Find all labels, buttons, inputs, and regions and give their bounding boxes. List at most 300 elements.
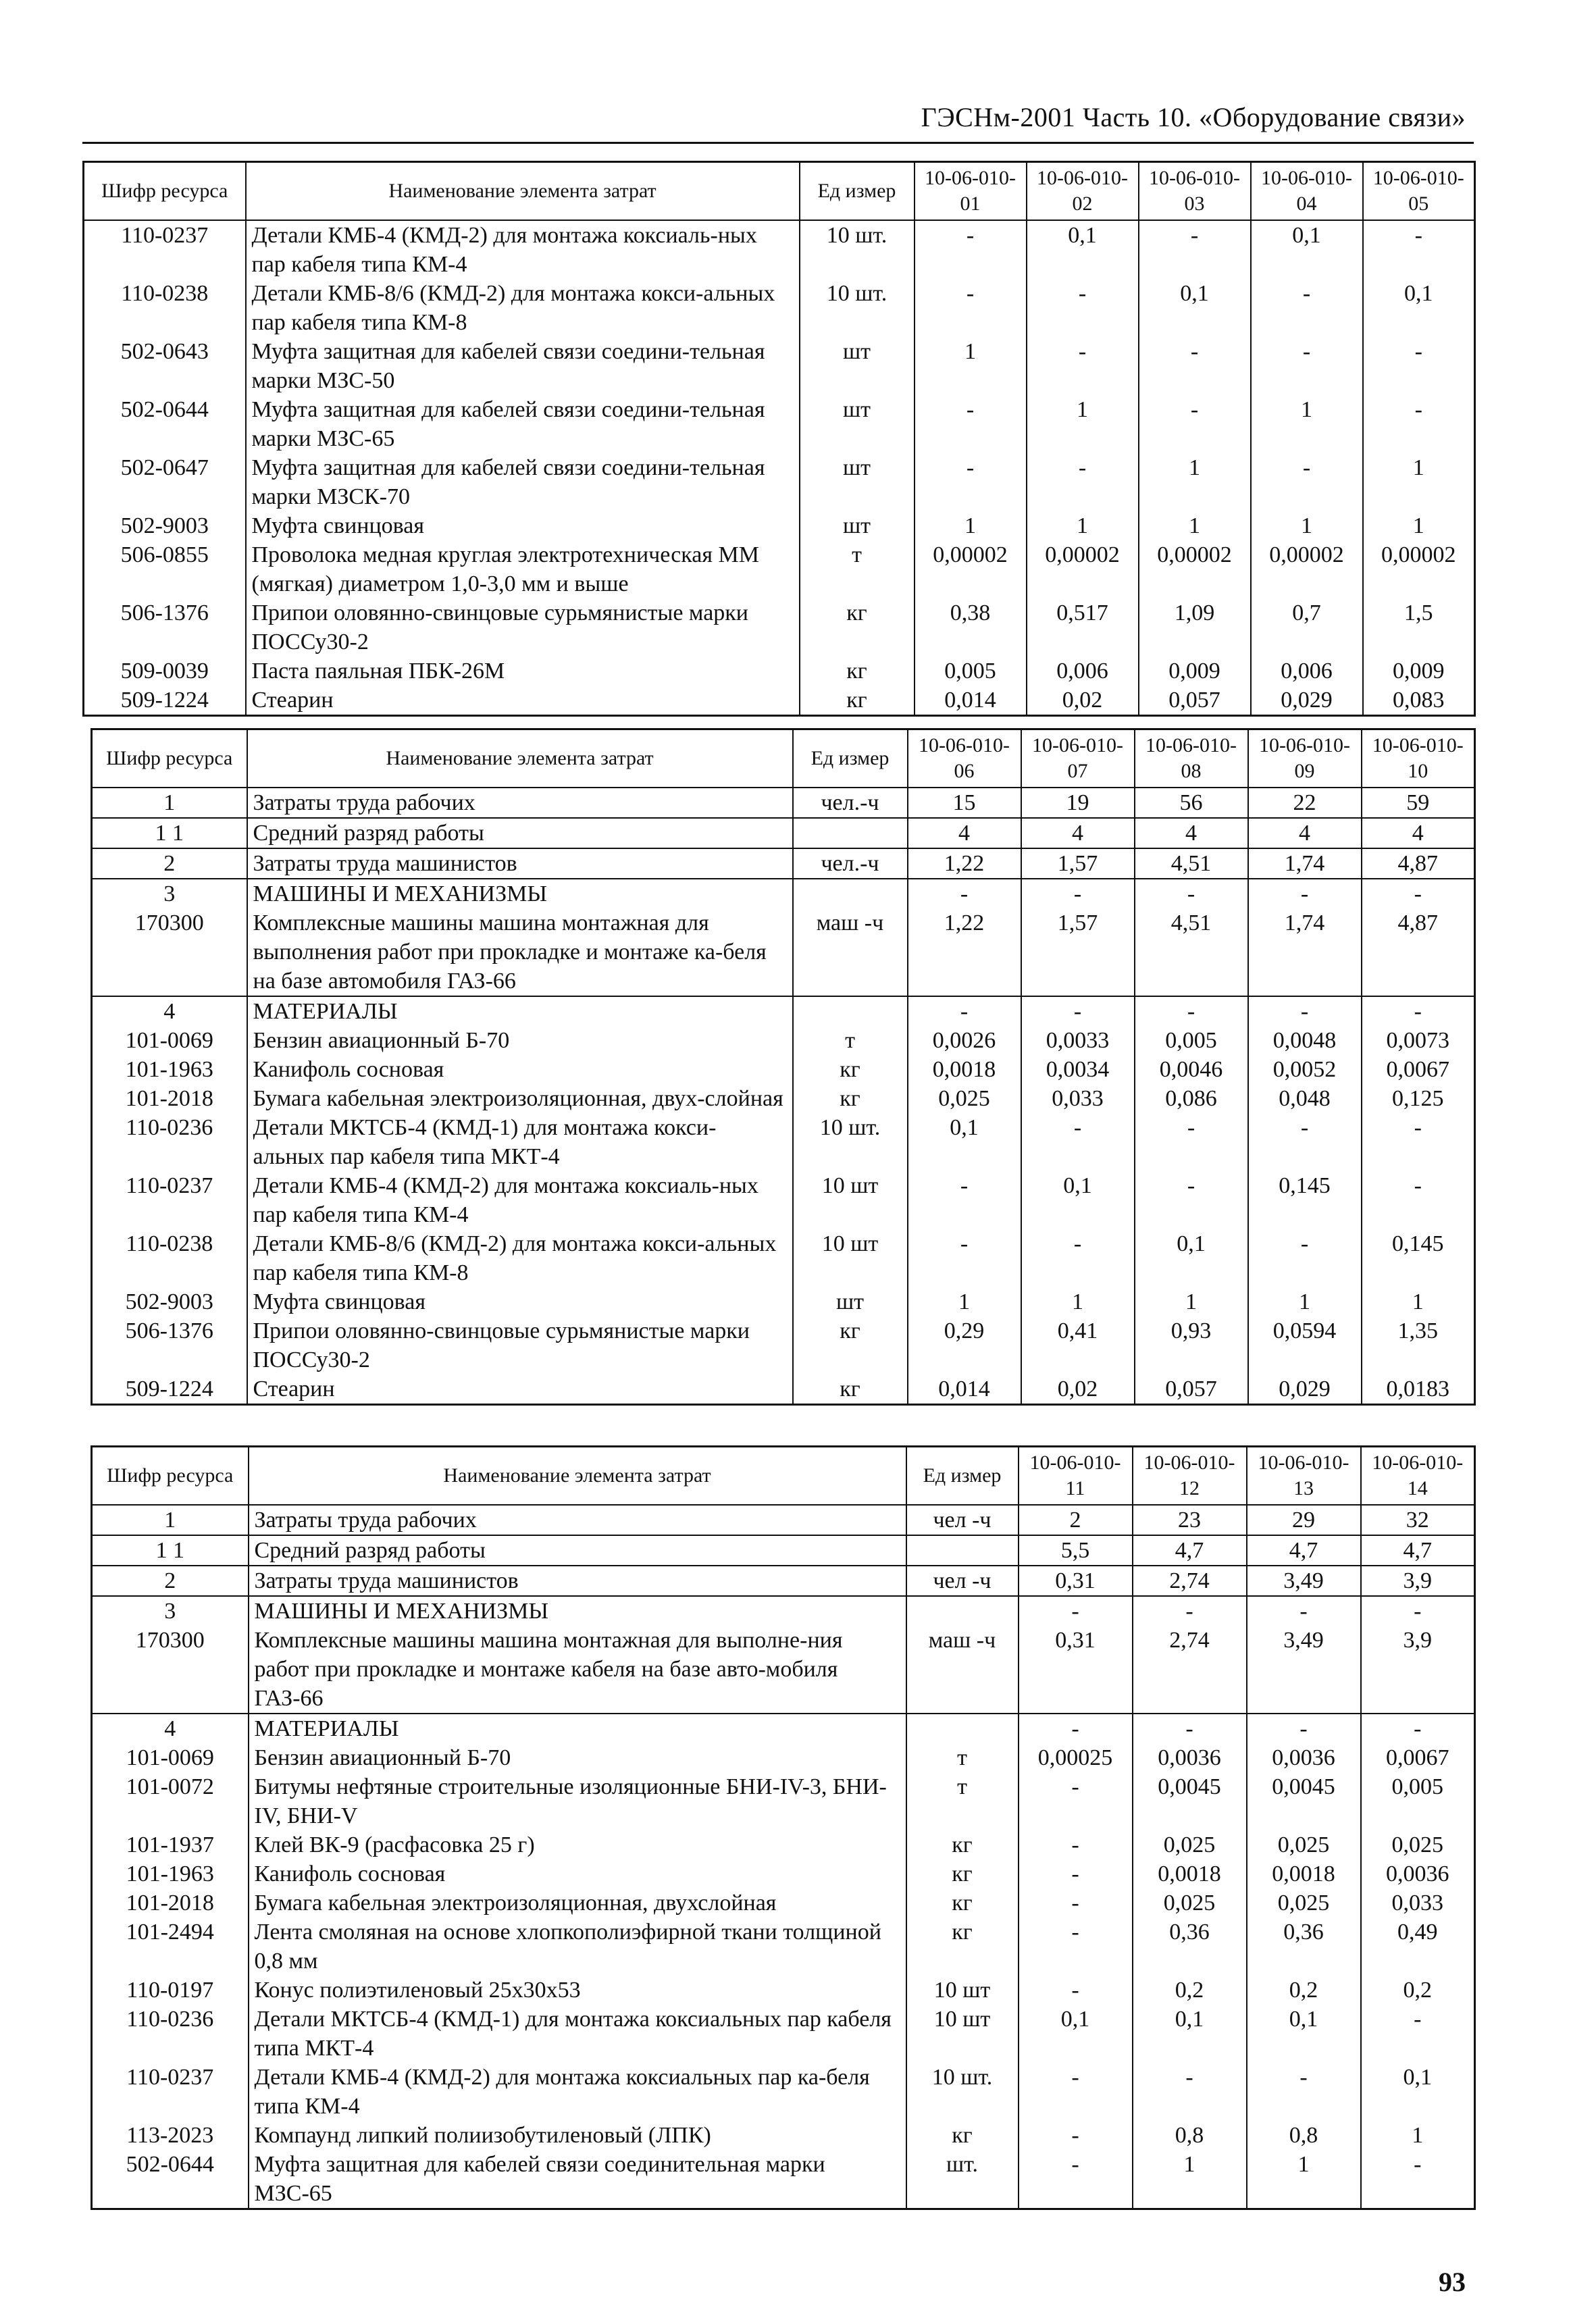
norm-value-cell: - xyxy=(1019,1918,1133,1976)
resource-code-cell: 1 xyxy=(92,788,247,818)
unit-cell: чел.-ч xyxy=(793,848,908,879)
resource-name-cell: Детали МКТСБ-4 (КМД-1) для монтажа кокси-альных пар кабеля типа МКТ-4 xyxy=(247,1113,793,1171)
norm-value-cell: 1,57 xyxy=(1021,908,1135,996)
table-row xyxy=(92,1714,1475,1743)
unit-cell xyxy=(793,879,908,908)
norm-value-cell: 1 xyxy=(1139,453,1251,511)
table-row xyxy=(92,1566,1475,1596)
table-row xyxy=(84,395,1475,453)
unit-cell: чел.-ч xyxy=(793,788,908,818)
resource-code-cell: 101-2494 xyxy=(92,1918,249,1976)
norm-value-cell: 1 xyxy=(915,511,1027,540)
resource-name-cell: Детали КМБ-4 (КМД-2) для монтажа коксиаль-ных пар кабеля типа КМ-4 xyxy=(247,1171,793,1229)
table-row xyxy=(92,1084,1475,1113)
resource-code-cell: 101-0069 xyxy=(92,1026,247,1055)
table-row xyxy=(92,1535,1475,1566)
norm-value-cell: 29 xyxy=(1247,1505,1361,1535)
unit-cell: кг xyxy=(793,1316,908,1374)
column-header-norm: 10-06-010-10 xyxy=(1362,729,1475,788)
table-row xyxy=(92,1743,1475,1772)
page-number: 93 xyxy=(1439,2267,1466,2297)
unit-cell: шт xyxy=(800,511,915,540)
table-row xyxy=(92,1287,1475,1316)
resource-code-cell: 110-0238 xyxy=(84,279,246,337)
column-header-code: Шифр ресурса xyxy=(84,162,246,221)
norm-value-cell: 0,083 xyxy=(1363,686,1475,716)
resource-name-cell: Бензин авиационный Б-70 xyxy=(247,1026,793,1055)
norm-value-cell: 0,1 xyxy=(1021,1171,1135,1229)
unit-cell: кг xyxy=(906,1918,1019,1976)
norm-value-cell: 0,009 xyxy=(1139,657,1251,686)
column-header-norm: 10-06-010-09 xyxy=(1248,729,1362,788)
resource-code-cell: 101-0069 xyxy=(92,1743,249,1772)
norm-value-cell: 0,36 xyxy=(1247,1918,1361,1976)
norm-value-cell: 1 xyxy=(1247,2150,1361,2209)
norm-value-cell: 0,7 xyxy=(1251,598,1363,657)
norm-value-cell: - xyxy=(1019,2121,1133,2150)
unit-cell: шт xyxy=(793,1287,908,1316)
norm-value-cell: 4 xyxy=(1021,818,1135,848)
norm-value-cell: - xyxy=(915,453,1027,511)
norm-value-cell: 0,00002 xyxy=(1027,540,1139,598)
norm-value-cell: 0,025 xyxy=(1247,1888,1361,1918)
unit-cell: кг xyxy=(906,1859,1019,1888)
norm-value-cell: 59 xyxy=(1362,788,1475,818)
resource-name-cell: Муфта защитная для кабелей связи соединительная марки МЗС-65 xyxy=(249,2150,906,2209)
norm-value-cell: 0,0018 xyxy=(1247,1859,1361,1888)
resource-name-cell: Лента смоляная на основе хлопкополиэфирной ткани толщиной 0,8 мм xyxy=(249,1918,906,1976)
norm-value-cell: 2 xyxy=(1019,1505,1133,1535)
table-row xyxy=(92,2005,1475,2063)
norm-value-cell: - xyxy=(1361,2150,1475,2209)
norm-value-cell: - xyxy=(1135,879,1248,908)
unit-cell: т xyxy=(906,1772,1019,1830)
resource-name-cell: Средний разряд работы xyxy=(249,1535,906,1566)
resource-code-cell: 2 xyxy=(92,848,247,879)
norm-value-cell: - xyxy=(1135,996,1248,1026)
resource-name-cell: МАШИНЫ И МЕХАНИЗМЫ xyxy=(247,879,793,908)
resource-name-cell: МАТЕРИАЛЫ xyxy=(249,1714,906,1743)
table-row xyxy=(92,1626,1475,1714)
norm-value-cell: 0,033 xyxy=(1361,1888,1475,1918)
table-row xyxy=(92,1596,1475,1626)
resource-code-cell: 3 xyxy=(92,1596,249,1626)
norm-value-cell: - xyxy=(1019,2150,1133,2209)
norm-value-cell: 0,1 xyxy=(1027,220,1139,279)
resource-name-cell: Муфта защитная для кабелей связи соедини-тельная марки МЗС-65 xyxy=(246,395,800,453)
resource-code-cell: 110-0237 xyxy=(84,220,246,279)
norm-value-cell: 1 xyxy=(1251,395,1363,453)
resource-code-cell: 110-0238 xyxy=(92,1229,247,1287)
resource-code-cell: 110-0236 xyxy=(92,1113,247,1171)
norm-value-cell: 0,1 xyxy=(908,1113,1021,1171)
norm-value-cell: 0,025 xyxy=(1133,1888,1247,1918)
resource-code-cell: 502-9003 xyxy=(92,1287,247,1316)
resource-code-cell: 110-0236 xyxy=(92,2005,249,2063)
norm-value-cell: - xyxy=(915,220,1027,279)
norm-value-cell: - xyxy=(915,395,1027,453)
norm-value-cell: 1,09 xyxy=(1139,598,1251,657)
resource-code-cell: 502-0647 xyxy=(84,453,246,511)
norm-value-cell: 0,38 xyxy=(915,598,1027,657)
resource-name-cell: Комплексные машины машина монтажная для выполне-ния работ при прокладке и монтаже кабеля на базе авто-мобиля ГАЗ-66 xyxy=(249,1626,906,1714)
norm-value-cell: 0,025 xyxy=(1361,1830,1475,1859)
unit-cell: кг xyxy=(793,1374,908,1405)
table-row xyxy=(84,279,1475,337)
norm-value-cell: 3,9 xyxy=(1361,1626,1475,1714)
unit-cell: 10 шт xyxy=(793,1229,908,1287)
column-header-norm: 10-06-010-01 xyxy=(915,162,1027,221)
norm-value-cell: - xyxy=(1019,1888,1133,1918)
norm-value-cell: - xyxy=(1139,220,1251,279)
resource-code-cell: 509-1224 xyxy=(92,1374,247,1405)
column-header-norm: 10-06-010-12 xyxy=(1133,1447,1247,1506)
norm-value-cell: 1 xyxy=(1248,1287,1362,1316)
resource-name-cell: Бумага кабельная электроизоляционная, двух-слойная xyxy=(247,1084,793,1113)
resource-name-cell: Затраты труда рабочих xyxy=(247,788,793,818)
resource-name-cell: МАШИНЫ И МЕХАНИЗМЫ xyxy=(249,1596,906,1626)
column-header-norm: 10-06-010-13 xyxy=(1247,1447,1361,1506)
norm-value-cell: 4,51 xyxy=(1135,908,1248,996)
unit-cell: т xyxy=(793,1026,908,1055)
resource-code-cell: 1 xyxy=(92,1505,249,1535)
unit-cell xyxy=(793,996,908,1026)
norm-value-cell: 22 xyxy=(1248,788,1362,818)
table-row xyxy=(84,540,1475,598)
norm-value-cell: 0,1 xyxy=(1133,2005,1247,2063)
norm-value-cell: 0,057 xyxy=(1135,1374,1248,1405)
resource-name-cell: Проволока медная круглая электротехническая ММ (мягкая) диаметром 1,0-3,0 мм и выше xyxy=(246,540,800,598)
norm-value-cell: - xyxy=(1133,2063,1247,2121)
norm-value-cell: 4 xyxy=(1135,818,1248,848)
norm-value-cell: - xyxy=(1362,996,1475,1026)
norm-value-cell: 0,0036 xyxy=(1247,1743,1361,1772)
unit-cell: 10 шт. xyxy=(793,1113,908,1171)
norm-value-cell: - xyxy=(1362,879,1475,908)
norm-value-cell: 0,029 xyxy=(1248,1374,1362,1405)
table-row xyxy=(84,511,1475,540)
unit-cell xyxy=(793,818,908,848)
table-row xyxy=(92,996,1475,1026)
norm-value-cell: 0,8 xyxy=(1247,2121,1361,2150)
norm-value-cell: 0,0594 xyxy=(1248,1316,1362,1374)
norm-value-cell: 1 xyxy=(1139,511,1251,540)
table-row xyxy=(92,1229,1475,1287)
resource-code-cell: 502-0644 xyxy=(84,395,246,453)
norm-value-cell: 0,517 xyxy=(1027,598,1139,657)
resource-code-cell: 101-2018 xyxy=(92,1084,247,1113)
resource-code-cell: 502-0644 xyxy=(92,2150,249,2209)
norm-value-cell: - xyxy=(1139,395,1251,453)
norm-value-cell: - xyxy=(1027,453,1139,511)
norm-value-cell: - xyxy=(1247,2063,1361,2121)
unit-cell: 10 шт xyxy=(793,1171,908,1229)
resource-name-cell: Муфта свинцовая xyxy=(247,1287,793,1316)
unit-cell: шт. xyxy=(906,2150,1019,2209)
norm-value-cell: 0,1 xyxy=(1363,279,1475,337)
resource-name-cell: Припои оловянно-свинцовые сурьмянистые марки ПОССу30-2 xyxy=(247,1316,793,1374)
norm-value-cell: 23 xyxy=(1133,1505,1247,1535)
table-row xyxy=(84,657,1475,686)
resource-name-cell: Муфта свинцовая xyxy=(246,511,800,540)
norm-value-cell: 5,5 xyxy=(1019,1535,1133,1566)
unit-cell: кг xyxy=(906,2121,1019,2150)
norm-value-cell: 32 xyxy=(1361,1505,1475,1535)
norm-value-cell: 1,57 xyxy=(1021,848,1135,879)
unit-cell: кг xyxy=(800,598,915,657)
norm-value-cell: 0,2 xyxy=(1247,1976,1361,2005)
norm-value-cell: 4,7 xyxy=(1361,1535,1475,1566)
norm-value-cell: - xyxy=(1027,279,1139,337)
table-row xyxy=(92,788,1475,818)
column-header-norm: 10-06-010-06 xyxy=(908,729,1021,788)
resource-code-cell: 101-1963 xyxy=(92,1055,247,1084)
norm-value-cell: 0,0052 xyxy=(1248,1055,1362,1084)
resource-table-3 xyxy=(91,1445,1476,2210)
unit-cell: т xyxy=(800,540,915,598)
norm-value-cell: - xyxy=(1361,2005,1475,2063)
norm-value-cell: 0,0067 xyxy=(1361,1743,1475,1772)
column-header-norm: 10-06-010-04 xyxy=(1251,162,1363,221)
unit-cell: т xyxy=(906,1743,1019,1772)
norm-value-cell: - xyxy=(1247,1714,1361,1743)
norm-value-cell: 1 xyxy=(908,1287,1021,1316)
norm-value-cell: 1,22 xyxy=(908,908,1021,996)
unit-cell: кг xyxy=(793,1055,908,1084)
column-header-norm: 10-06-010-14 xyxy=(1361,1447,1475,1506)
norm-value-cell: 0,0018 xyxy=(1133,1859,1247,1888)
resource-name-cell: Канифоль сосновая xyxy=(247,1055,793,1084)
norm-value-cell: 3,49 xyxy=(1247,1626,1361,1714)
resource-code-cell: 101-1937 xyxy=(92,1830,249,1859)
unit-cell: 10 шт xyxy=(906,1976,1019,2005)
table-row xyxy=(92,1888,1475,1918)
table-body xyxy=(92,1505,1475,2209)
resource-name-cell: Детали КМБ-8/6 (КМД-2) для монтажа кокси-альных пар кабеля типа КМ-8 xyxy=(247,1229,793,1287)
norm-value-cell: 0,086 xyxy=(1135,1084,1248,1113)
norm-value-cell: 0,31 xyxy=(1019,1626,1133,1714)
norm-value-cell: - xyxy=(1251,453,1363,511)
norm-value-cell: 0,93 xyxy=(1135,1316,1248,1374)
norm-value-cell: 1,5 xyxy=(1363,598,1475,657)
norm-value-cell: - xyxy=(1019,1714,1133,1743)
column-header-norm: 10-06-010-05 xyxy=(1363,162,1475,221)
norm-value-cell: 0,145 xyxy=(1362,1229,1475,1287)
norm-value-cell: - xyxy=(1251,279,1363,337)
norm-value-cell: - xyxy=(1019,1772,1133,1830)
norm-value-cell: 0,033 xyxy=(1021,1084,1135,1113)
unit-cell xyxy=(906,1596,1019,1626)
norm-value-cell: - xyxy=(1019,1830,1133,1859)
norm-value-cell: - xyxy=(1247,1596,1361,1626)
norm-value-cell: 0,025 xyxy=(1247,1830,1361,1859)
column-header-name: Наименование элемента затрат xyxy=(246,162,800,221)
resource-name-cell: Клей ВК-9 (расфасовка 25 г) xyxy=(249,1830,906,1859)
table-row xyxy=(92,1171,1475,1229)
resource-code-cell: 170300 xyxy=(92,908,247,996)
norm-value-cell: 4 xyxy=(1362,818,1475,848)
resource-name-cell: Битумы нефтяные строительные изоляционные БНИ-IV-3, БНИ-IV, БНИ-V xyxy=(249,1772,906,1830)
norm-value-cell: - xyxy=(1363,395,1475,453)
norm-value-cell: 0,006 xyxy=(1251,657,1363,686)
norm-value-cell: - xyxy=(1362,1171,1475,1229)
resource-name-cell: Средний разряд работы xyxy=(247,818,793,848)
unit-cell xyxy=(906,1535,1019,1566)
norm-value-cell: 0,0026 xyxy=(908,1026,1021,1055)
norm-value-cell: 0,0033 xyxy=(1021,1026,1135,1055)
norm-value-cell: - xyxy=(1135,1171,1248,1229)
unit-cell: кг xyxy=(906,1830,1019,1859)
norm-value-cell: - xyxy=(1362,1113,1475,1171)
unit-cell: чел -ч xyxy=(906,1505,1019,1535)
unit-cell: кг xyxy=(800,686,915,716)
resource-name-cell: Затраты труда машинистов xyxy=(247,848,793,879)
resource-code-cell: 110-0237 xyxy=(92,2063,249,2121)
table-row xyxy=(92,879,1475,908)
norm-value-cell: - xyxy=(1021,1229,1135,1287)
page-header-title: ГЭСНм-2001 Часть 10. «Оборудование связи» xyxy=(921,102,1466,132)
resource-name-cell: Канифоль сосновая xyxy=(249,1859,906,1888)
column-header-norm: 10-06-010-08 xyxy=(1135,729,1248,788)
resource-name-cell: Стеарин xyxy=(246,686,800,716)
resource-name-cell: Комплексные машины машина монтажная для выполнения работ при прокладке и монтаже ка-беля на базе автомобиля ГАЗ-66 xyxy=(247,908,793,996)
norm-value-cell: 3,49 xyxy=(1247,1566,1361,1596)
column-header-norm: 10-06-010-03 xyxy=(1139,162,1251,221)
unit-cell: 10 шт xyxy=(906,2005,1019,2063)
resource-name-cell: Детали КМБ-8/6 (КМД-2) для монтажа кокси-альных пар кабеля типа КМ-8 xyxy=(246,279,800,337)
norm-value-cell: 0,1 xyxy=(1247,2005,1361,2063)
resource-code-cell: 113-2023 xyxy=(92,2121,249,2150)
norm-value-cell: - xyxy=(908,879,1021,908)
table-row xyxy=(84,598,1475,657)
norm-value-cell: - xyxy=(1248,996,1362,1026)
table-row xyxy=(92,1859,1475,1888)
norm-value-cell: 3,9 xyxy=(1361,1566,1475,1596)
norm-value-cell: - xyxy=(1027,337,1139,395)
norm-value-cell: 0,0073 xyxy=(1362,1026,1475,1055)
resource-code-cell: 509-0039 xyxy=(84,657,246,686)
norm-value-cell: 0,029 xyxy=(1251,686,1363,716)
norm-value-cell: 0,8 xyxy=(1133,2121,1247,2150)
norm-value-cell: 0,0067 xyxy=(1362,1055,1475,1084)
norm-value-cell: 0,0046 xyxy=(1135,1055,1248,1084)
norm-value-cell: - xyxy=(1133,1596,1247,1626)
resource-name-cell: Детали КМБ-4 (КМД-2) для монтажа коксиаль-ных пар кабеля типа КМ-4 xyxy=(246,220,800,279)
resource-name-cell: Муфта защитная для кабелей связи соедини-тельная марки МЗСК-70 xyxy=(246,453,800,511)
unit-cell: кг xyxy=(906,1888,1019,1918)
unit-cell: кг xyxy=(793,1084,908,1113)
resource-code-cell: 3 xyxy=(92,879,247,908)
norm-value-cell: 1 xyxy=(1021,1287,1135,1316)
norm-value-cell: 0,0036 xyxy=(1133,1743,1247,1772)
norm-value-cell: 0,0018 xyxy=(908,1055,1021,1084)
norm-value-cell: 1,74 xyxy=(1248,908,1362,996)
norm-value-cell: - xyxy=(1251,337,1363,395)
unit-cell: маш -ч xyxy=(906,1626,1019,1714)
norm-value-cell: 0,025 xyxy=(908,1084,1021,1113)
column-header-norm: 10-06-010-07 xyxy=(1021,729,1135,788)
norm-value-cell: 4,7 xyxy=(1247,1535,1361,1566)
resource-code-cell: 506-1376 xyxy=(92,1316,247,1374)
unit-cell: чел -ч xyxy=(906,1566,1019,1596)
column-header-name: Наименование элемента затрат xyxy=(249,1447,906,1506)
norm-value-cell: 0,1 xyxy=(1135,1229,1248,1287)
unit-cell: 10 шт. xyxy=(906,2063,1019,2121)
norm-value-cell: 0,31 xyxy=(1019,1566,1133,1596)
norm-value-cell: - xyxy=(908,1229,1021,1287)
norm-value-cell: 1 xyxy=(1133,2150,1247,2209)
norm-value-cell: 1 xyxy=(1362,1287,1475,1316)
norm-value-cell: 4,87 xyxy=(1362,848,1475,879)
table-row xyxy=(92,1830,1475,1859)
resource-name-cell: Затраты труда машинистов xyxy=(249,1566,906,1596)
resource-name-cell: Компаунд липкий полиизобутиленовый (ЛПК) xyxy=(249,2121,906,2150)
table-row xyxy=(92,1918,1475,1976)
norm-value-cell: - xyxy=(1248,1113,1362,1171)
norm-value-cell: - xyxy=(1361,1714,1475,1743)
table-row xyxy=(92,1316,1475,1374)
unit-cell: 10 шт. xyxy=(800,279,915,337)
norm-value-cell: 0,02 xyxy=(1027,686,1139,716)
resource-code-cell: 506-1376 xyxy=(84,598,246,657)
norm-value-cell: 0,145 xyxy=(1248,1171,1362,1229)
norm-value-cell: 0,49 xyxy=(1361,1918,1475,1976)
table-body xyxy=(92,788,1475,1405)
norm-value-cell: - xyxy=(1363,337,1475,395)
column-header-unit: Ед измер xyxy=(906,1447,1019,1506)
norm-value-cell: - xyxy=(1133,1714,1247,1743)
norm-value-cell: 0,0045 xyxy=(1133,1772,1247,1830)
norm-value-cell: 4,7 xyxy=(1133,1535,1247,1566)
norm-value-cell: 1,22 xyxy=(908,848,1021,879)
norm-value-cell: 0,2 xyxy=(1133,1976,1247,2005)
table-row xyxy=(84,453,1475,511)
norm-value-cell: 0,02 xyxy=(1021,1374,1135,1405)
norm-value-cell: 1 xyxy=(915,337,1027,395)
resource-code-cell: 509-1224 xyxy=(84,686,246,716)
norm-value-cell: 1 xyxy=(1363,511,1475,540)
norm-value-cell: - xyxy=(1361,1596,1475,1626)
column-header-name: Наименование элемента затрат xyxy=(247,729,793,788)
table-row xyxy=(84,337,1475,395)
norm-value-cell: - xyxy=(908,996,1021,1026)
norm-value-cell: 0,048 xyxy=(1248,1084,1362,1113)
norm-value-cell: 0,00025 xyxy=(1019,1743,1133,1772)
norm-value-cell: 0,1 xyxy=(1361,2063,1475,2121)
resource-code-cell: 502-9003 xyxy=(84,511,246,540)
table-row xyxy=(92,1113,1475,1171)
norm-value-cell: - xyxy=(915,279,1027,337)
norm-value-cell: 0,025 xyxy=(1133,1830,1247,1859)
norm-value-cell: 0,014 xyxy=(908,1374,1021,1405)
norm-value-cell: 0,0048 xyxy=(1248,1026,1362,1055)
column-header-norm: 10-06-010-02 xyxy=(1027,162,1139,221)
table-row xyxy=(92,1976,1475,2005)
resource-table-2 xyxy=(91,728,1476,1406)
norm-value-cell: - xyxy=(1019,1596,1133,1626)
norm-value-cell: 0,0036 xyxy=(1361,1859,1475,1888)
column-header-unit: Ед измер xyxy=(800,162,915,221)
norm-value-cell: 0,1 xyxy=(1139,279,1251,337)
table-row xyxy=(92,1374,1475,1405)
norm-value-cell: - xyxy=(1021,996,1135,1026)
resource-code-cell: 101-1963 xyxy=(92,1859,249,1888)
norm-value-cell: 0,41 xyxy=(1021,1316,1135,1374)
norm-value-cell: - xyxy=(1248,879,1362,908)
table-row xyxy=(92,2150,1475,2209)
norm-value-cell: 4 xyxy=(908,818,1021,848)
norm-value-cell: 1 xyxy=(1027,511,1139,540)
